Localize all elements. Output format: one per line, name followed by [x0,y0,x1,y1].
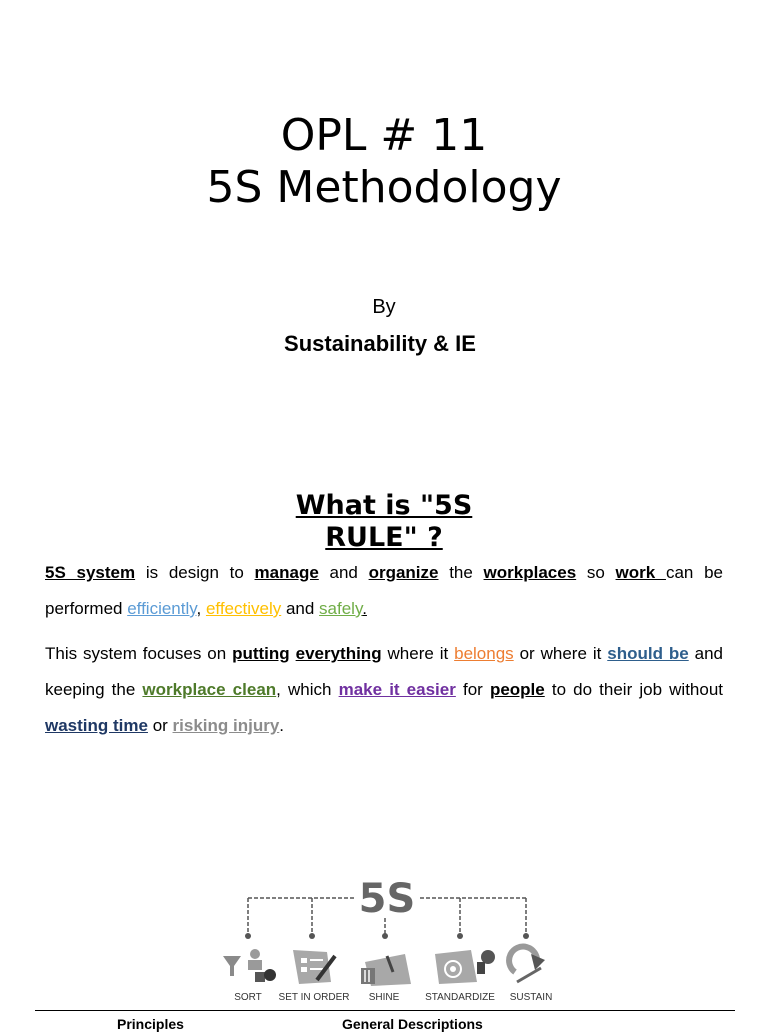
title-line-1: OPL # 11 [280,110,488,161]
paragraph-focus [45,636,723,744]
byline-by: By [372,296,396,318]
step-label-sort: SORT [234,992,262,1003]
text: or [147,716,173,735]
title-line-2: 5S Methodology [206,162,562,213]
text: where it [381,644,455,663]
text: , which [276,680,339,699]
heading-line-1: What is "5S [295,490,473,521]
term-make-it-easier: make it easier [338,680,456,699]
sustain-icon [509,947,545,982]
text: so [576,563,616,582]
text: to do their job without [544,680,724,699]
text: or where it [513,644,608,663]
text: This system focuses on [45,644,233,663]
table-header-descriptions: General Descriptions [342,1016,483,1032]
section-heading [0,490,768,554]
step-label-sustain: SUSTAIN [509,992,553,1003]
text: and keeping the [45,644,723,699]
document-title [0,110,768,214]
step-label-shine: SHINE [368,992,400,1003]
text: can be performed [45,563,723,618]
term-wasting-time: wasting time [45,716,148,735]
text: and [318,563,369,582]
step-label-standardize: STANDARDIZE [425,992,495,1003]
term-risking-injury: risking injury [172,716,280,735]
step-label-set-in-order: SET IN ORDER [278,992,350,1003]
text: the [438,563,484,582]
text: is design to [135,563,255,582]
term-belongs: belongs [454,644,514,663]
term-safely: safely [319,599,363,618]
five-s-diagram [215,872,555,1007]
term-should-be: should be [607,644,689,663]
table-top-rule [35,1010,735,1011]
shine-icon [361,954,411,986]
term-organize: organize [368,563,439,582]
term-work: work [615,563,666,582]
term-5s-system: 5S system [45,563,136,582]
set-in-order-icon [293,950,335,984]
term-workplaces: workplaces [483,563,577,582]
sort-icon [223,949,276,982]
term-workplace-clean: workplace clean [142,680,277,699]
term-everything: everything [295,644,382,663]
text: . [362,599,367,618]
byline-department: Sustainability & IE [284,331,476,356]
term-effectively: effectively [205,599,282,618]
term-manage: manage [254,563,319,582]
text: for [455,680,490,699]
heading-line-2: RULE" ? [325,522,443,553]
text: , [196,599,206,618]
text: . [279,716,285,735]
term-efficiently: efficiently [127,599,197,618]
text: and [281,599,320,618]
five-s-logo: 5S [358,876,416,922]
standardize-icon [435,950,495,984]
paragraph-definition [45,555,723,627]
term-putting: putting [232,644,290,663]
table-header-principles: Principles [117,1016,184,1032]
term-people: people [489,680,545,699]
